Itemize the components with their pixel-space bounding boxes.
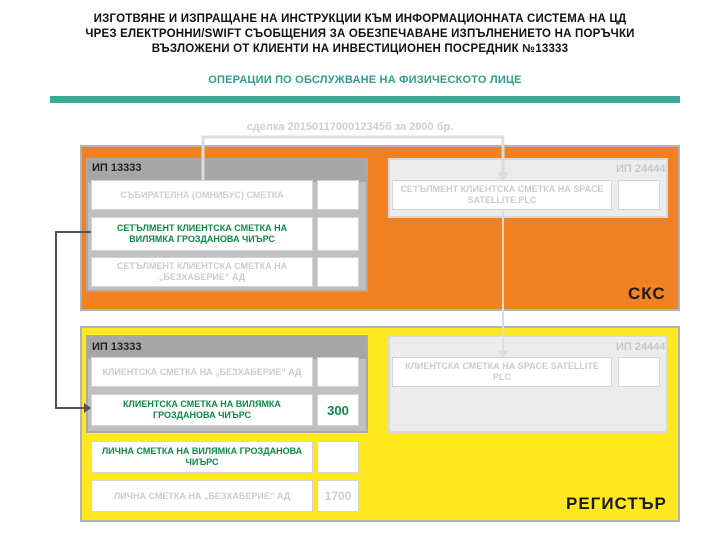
register-label: РЕГИСТЪР [566,494,667,513]
sks-account-bezhaberie[interactable]: СЕТЪЛМЕНТ КЛИЕНТСКА СМЕТКА НА „БЕЗХАБЕРИЕ“ АД [91,257,313,287]
register-account-vilyamka[interactable]: КЛИЕНТСКА СМЕТКА НА ВИЛЯМКА ГРОЗДАНОВА ЧИЪРС [91,394,313,426]
title-line-3: ВЪЗЛОЖЕНИ ОТ КЛИЕНТИ НА ИНВЕСТИЦИОНЕН ПОСРЕДНИК №13333 [151,43,569,55]
title-line-1: ИЗГОТВЯНЕ И ИЗПРАЩАНЕ НА ИНСТРУКЦИИ КЪМ ИНФОРМАЦИОННАТА СИСТЕМА НА ЦД [93,13,627,25]
personal-account-bezhaberie[interactable]: ЛИЧНА СМЕТКА НА „БЕЗХАБЕРИЕ“ АД [91,480,313,512]
deal-arrow-head [497,172,509,181]
sks-ip-24444-label: ИП 24444 [616,163,666,175]
sks-ip-13333-label: ИП 13333 [92,162,142,174]
title-line-2: ЧРЕЗ ЕЛЕКТРОННИ/SWIFT СЪОБЩЕНИЯ ЗА ОБЕЗПЕЧАВАНЕ ИЗПЪЛНЕНИЕТО НА ПОРЪЧКИ [85,28,635,40]
personal-account-bezhaberie-value: 1700 [317,480,359,512]
sks-account-space-satellite[interactable]: СЕТЪЛМЕНТ КЛИЕНТСКА СМЕТКА НА SPACE SATELLITE PLC [392,180,612,210]
register-ip-24444-label: ИП 24444 [616,341,666,353]
sks-account-omnibus[interactable]: СЪБИРАТЕЛНА (ОМНИБУС) СМЕТКА [91,180,313,210]
sks-account-vilyamka[interactable]: СЕТЪЛМЕНТ КЛИЕНТСКА СМЕТКА НА ВИЛЯМКА ГРОЗДАНОВА ЧИЪРС [91,217,313,251]
register-account-space-satellite[interactable]: КЛИЕНТСКА СМЕТКА НА SPACE SATELLITE PLC [392,357,612,387]
sks-label: СКС [628,284,666,303]
register-account-vilyamka-value: 300 [317,394,359,426]
deal-connector-line [203,137,503,180]
deal-arrow-head-2 [498,351,508,358]
register-account-bezhaberie[interactable]: КЛИЕНТСКА СМЕТКА НА „БЕЗХАБЕРИЕ“ АД [91,357,313,387]
vilyamka-link-arrow [84,403,91,413]
deal-label: сделка 2015011700012345б за 2000 бр. [246,121,454,133]
personal-account-vilyamka[interactable]: ЛИЧНА СМЕТКА НА ВИЛЯМКА ГРОЗДАНОВА ЧИЪРС [91,441,313,473]
vilyamka-link-line [56,232,91,408]
register-ip-13333-label: ИП 13333 [92,341,142,353]
page-subtitle: ОПЕРАЦИИ ПО ОБСЛУЖВАНЕ НА ФИЗИЧЕСКОТО ЛИЦЕ [208,74,522,86]
